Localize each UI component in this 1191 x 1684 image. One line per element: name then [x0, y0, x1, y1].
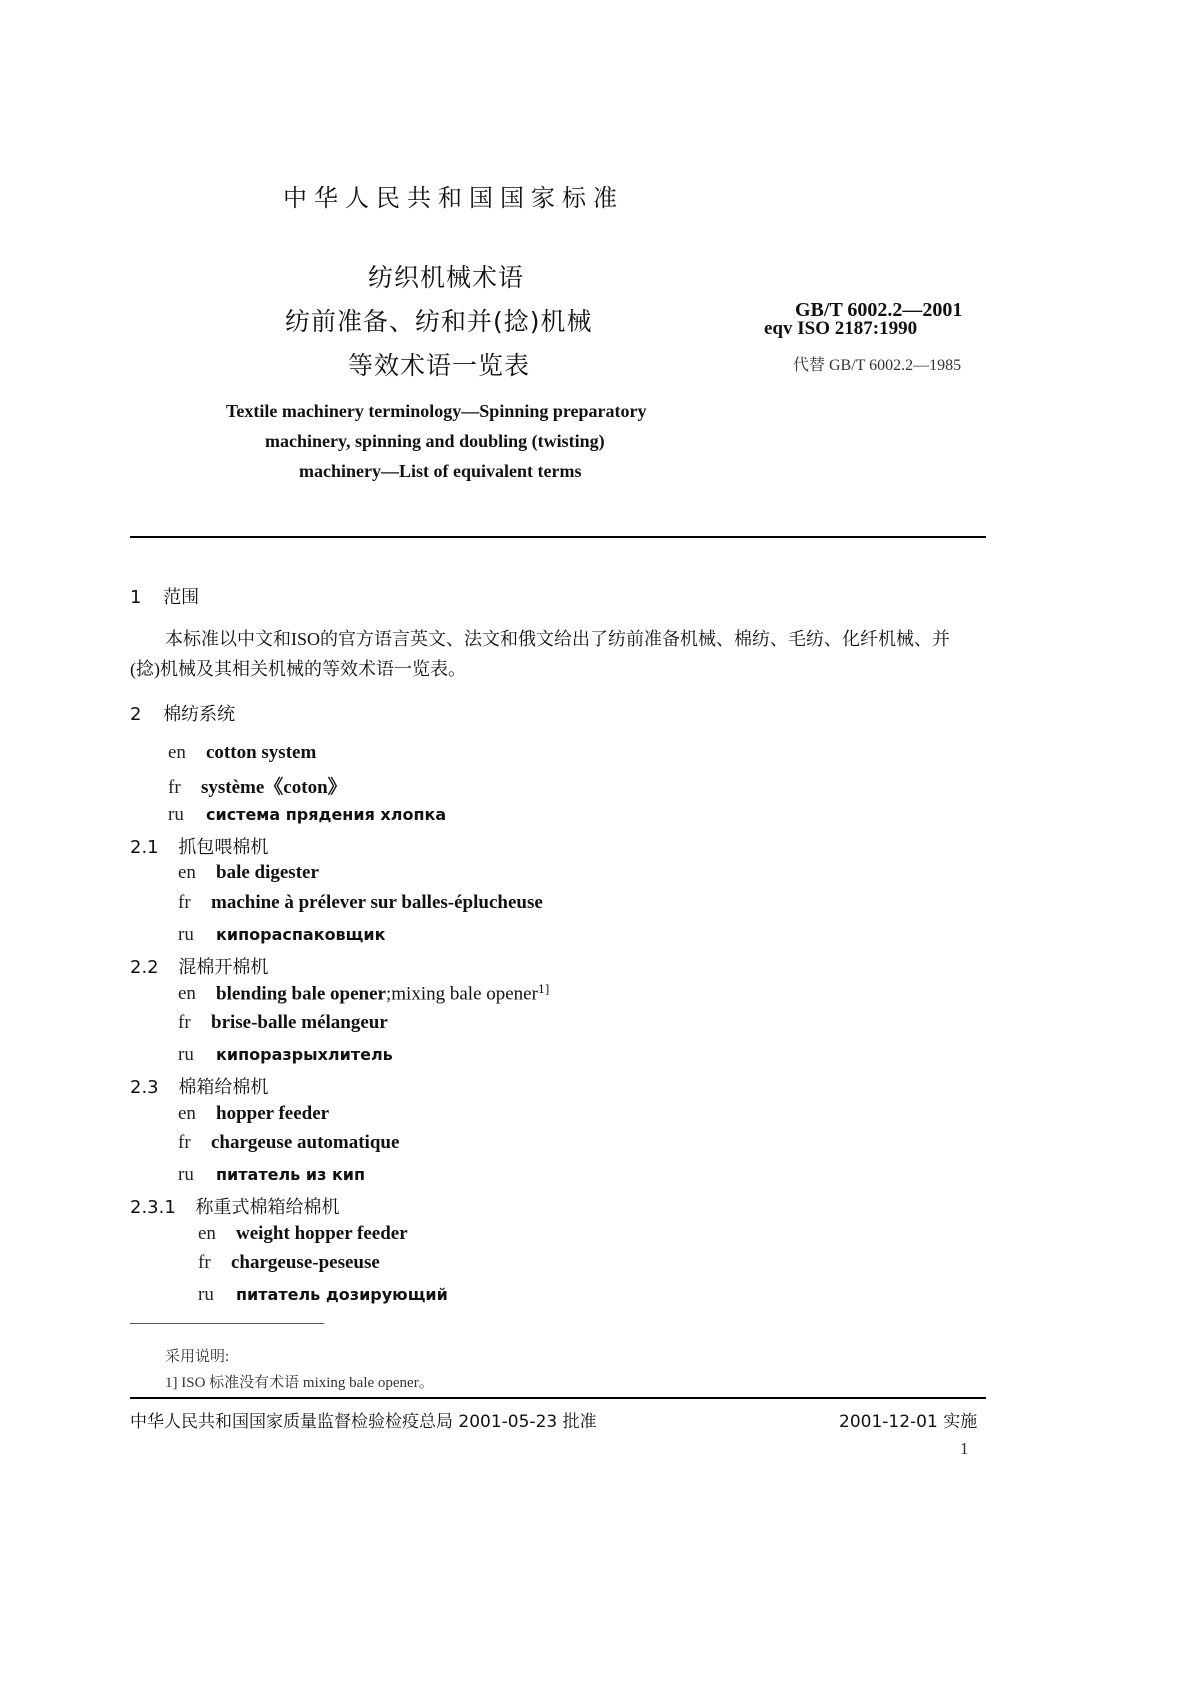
lang-code-ru: ru [198, 1284, 214, 1305]
section-2-ru [168, 804, 446, 826]
entry-fr [178, 892, 543, 914]
term-en-alternative: mixing bale opener [391, 983, 538, 1005]
entry-en [198, 1223, 408, 1245]
entry-en [178, 1103, 329, 1125]
lang-code-en: en [168, 742, 186, 763]
entry-en [178, 862, 319, 884]
lang-code-fr: fr [178, 892, 191, 913]
lang-code-ru: ru [178, 1164, 194, 1185]
term-fr: système《coton》 [201, 777, 347, 798]
lang-code-en: en [198, 1223, 216, 1244]
title-en-line2: machinery, spinning and doubling (twisting) [265, 431, 605, 451]
entry-title: 棉箱给棉机 [178, 1077, 269, 1098]
entry-heading [130, 1193, 340, 1219]
term-fr: chargeuse-peseuse [231, 1252, 380, 1273]
title-cn-line1: 纺织机械术语 [368, 263, 525, 292]
term-en: weight hopper feeder [236, 1223, 408, 1244]
lang-code-fr: fr [178, 1012, 191, 1033]
lang-code-en: en [178, 1103, 196, 1124]
entry-number: 2.3 [130, 1077, 159, 1098]
title-cn-line3: 等效术语一览表 [348, 351, 531, 380]
term-fr: machine à prélever sur balles-éplucheuse [211, 892, 543, 913]
section-2-number: 2 [130, 704, 142, 725]
lang-code-fr: fr [198, 1252, 211, 1273]
entry-fr [178, 1012, 388, 1034]
term-ru: питатель из кип [216, 1165, 366, 1184]
implementation-date: 2001-12-01 实施 [839, 1412, 978, 1432]
term-en: bale digester [216, 862, 319, 883]
footnote-text: 1] ISO 标准没有术语 mixing bale opener。 [165, 1375, 434, 1391]
term-en: hopper feeder [216, 1103, 330, 1124]
section-1-heading [130, 583, 199, 609]
lang-code-fr: fr [178, 1132, 191, 1153]
lang-code-fr: fr [168, 777, 181, 798]
entry-number: 2.2 [130, 957, 159, 978]
section-1-paragraph-line2: (捻)机械及其相关机械的等效术语一览表。 [130, 659, 466, 679]
national-standard-heading: 中华人民共和国国家标准 [283, 184, 624, 212]
entry-title: 混棉开棉机 [178, 957, 269, 978]
lang-code-en: en [178, 862, 196, 883]
entry-heading [130, 953, 268, 979]
section-2-title: 棉纺系统 [163, 704, 236, 725]
standard-code: GB/T 6002.2—2001 [795, 299, 963, 321]
footnote-reference: 1] [537, 983, 550, 996]
eqv-iso: eqv ISO 2187:1990 [764, 318, 918, 339]
entry-title: 称重式棉箱给棉机 [195, 1197, 340, 1218]
title-en-line3: machinery—List of equivalent terms [299, 461, 582, 481]
entry-ru [178, 1044, 393, 1066]
entry-number: 2.1 [130, 837, 159, 858]
footer-divider [130, 1397, 986, 1399]
term-separator: ; [385, 983, 392, 1005]
entry-heading [130, 833, 268, 859]
title-en-line1: Textile machinery terminology—Spinning preparatory [226, 401, 647, 421]
footnote-heading: 采用说明: [165, 1349, 230, 1365]
term-ru: кипоразрыхлитель [216, 1045, 393, 1064]
section-1-title: 范围 [163, 587, 200, 608]
section-1-number: 1 [130, 587, 142, 608]
lang-code-ru: ru [178, 1044, 194, 1065]
lang-code-ru: ru [178, 924, 194, 945]
entry-ru [198, 1284, 448, 1306]
term-fr: chargeuse automatique [211, 1132, 400, 1153]
replaces-standard: 代替 GB/T 6002.2—1985 [793, 357, 962, 374]
title-cn-line2: 纺前准备、纺和并(捻)机械 [285, 307, 593, 336]
section-2-en [168, 742, 316, 764]
section-2-fr [168, 772, 347, 799]
lang-code-en: en [178, 983, 196, 1005]
approval-statement: 中华人民共和国国家质量监督检验检疫总局 2001-05-23 批准 [130, 1412, 597, 1432]
section-2-heading [130, 700, 235, 726]
entry-title: 抓包喂棉机 [178, 837, 269, 858]
footnote-divider [130, 1323, 324, 1324]
entry-en [178, 983, 549, 1005]
header-divider [130, 536, 986, 538]
term-ru: кипораспаковщик [216, 925, 386, 944]
entry-fr [178, 1132, 399, 1154]
entry-number: 2.3.1 [130, 1197, 176, 1218]
lang-code-ru: ru [168, 804, 184, 825]
page-number: 1 [960, 1439, 969, 1458]
entry-fr [198, 1252, 380, 1274]
term-ru: питатель дозирующий [236, 1285, 448, 1304]
entry-ru [178, 1164, 365, 1186]
term-ru: система прядения хлопка [206, 805, 447, 824]
term-fr: brise-balle mélangeur [211, 1012, 388, 1033]
section-1-paragraph-line1: 本标准以中文和ISO的官方语言英文、法文和俄文给出了纺前准备机械、棉纺、毛纺、化纤机械、并 [165, 629, 950, 649]
term-en: blending bale opener [216, 983, 386, 1005]
term-en: cotton system [206, 742, 317, 763]
entry-ru [178, 924, 385, 946]
entry-heading [130, 1073, 268, 1099]
